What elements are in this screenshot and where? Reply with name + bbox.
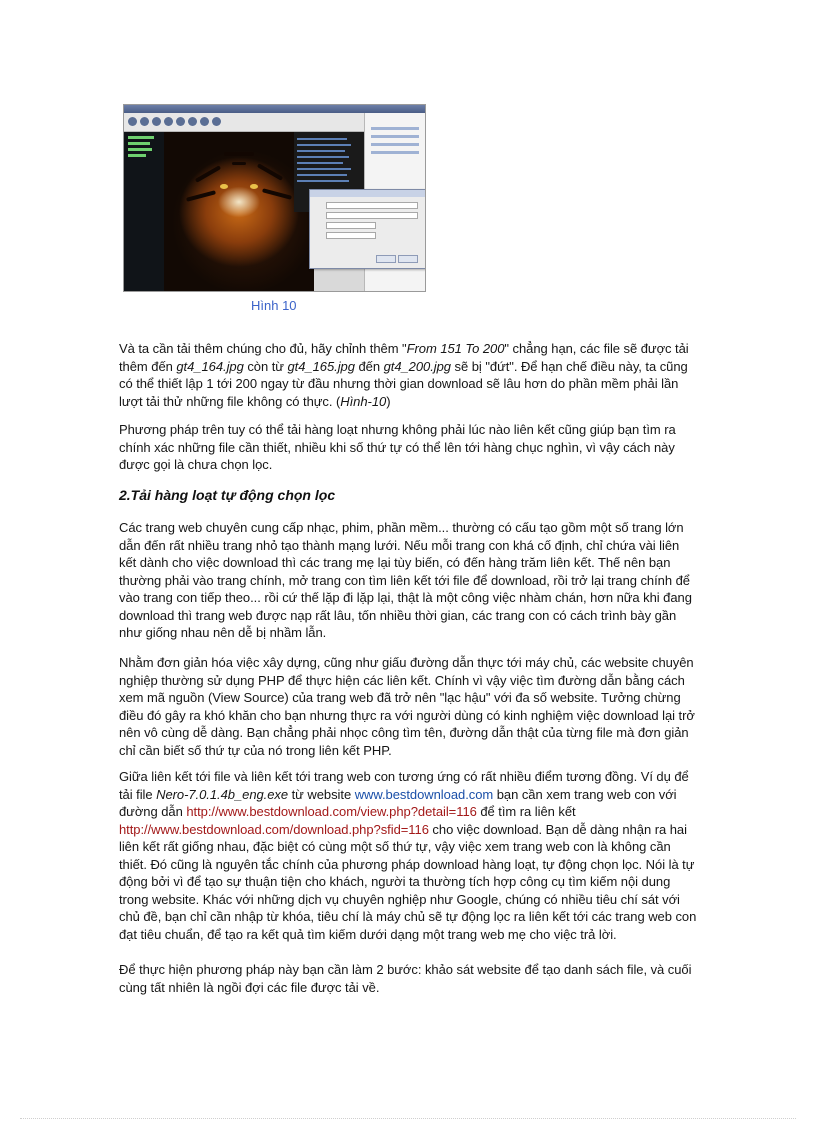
paragraph-5: Giữa liên kết tới file và liên kết tới trang web con tương ứng có rất nhiều điểm tương đồng. Ví dụ để tải file Nero-7.0.1.4b_eng.exe từ website www.bestdownload.com bạn cần xem trang web con với đường dẫn http://www.bestdownload.com/view.php?detail=116 để tìm ra liên kết http://www.bestdownload.com/download.php?sfid=116 cho việc download. Bạn dễ dàng nhận ra hai liên kết rất giống nhau, đặc biệt có cùng một số thứ tự, vậy việc xem trang web con là không cần thiết. Đó cũng là nguyên tắc chính của phương pháp download hàng loạt, tự động chọn lọc. Nói là tự động bởi vì để tạo sự thuận tiện cho khách, người ta thường tích hợp công cụ tìm kiếm nội dung trong website. Khác với những dịch vụ chuyên nghiệp như Google, chúng có nhiều tiêu chí sát với chủ đề, bạn chỉ cần nhập từ khóa, tiêu chí là máy chủ sẽ tự động lọc ra liên kết tới các trang web con đạt tiêu chuẩn, để tạo ra kết quả tìm kiếm dưới dạng một trang web mẹ cho việc trả lời. <box>119 769 697 942</box>
website-link[interactable]: www.bestdownload.com <box>354 786 494 802</box>
toolbar-icon <box>200 117 209 126</box>
figure-batch-dialog <box>309 189 426 269</box>
page-bottom-divider <box>20 1118 796 1119</box>
paragraph-2: Phương pháp trên tuy có thể tải hàng loạt nhưng không phải lúc nào liên kết cũng giúp bạn tìm ra chính xác những file cần thiết, nhiều khi số thứ tự có thể lên tới hàng chục nghìn, vì vậy cách này được gọi là chưa chọn lọc. <box>119 422 676 472</box>
paragraph-1: Và ta cần tải thêm chúng cho đủ, hãy chỉnh thêm "From 151 To 200" chẳng hạn, các file sẽ được tải thêm đến gt4_164.jpg còn từ gt4_165.jpg đến gt4_200.jpg sẽ bị "đứt". Để hạn chế điều này, ta cũng có thể thiết lập 1 tới 200 ngay từ đầu nhưng thời gian download sẽ lâu hơn do phần mềm phải lần lượt tải thử những file không có thực. (Hình-10) <box>119 341 689 409</box>
section-heading: 2.Tải hàng loạt tự động chọn lọc <box>119 487 336 503</box>
view-page-link[interactable]: http://www.bestdownload.com/view.php?detail=116 <box>186 804 477 819</box>
figure-caption: Hình 10 <box>251 298 297 313</box>
toolbar-icon <box>152 117 161 126</box>
toolbar-icon <box>212 117 221 126</box>
toolbar-icon <box>140 117 149 126</box>
toolbar-icon <box>176 117 185 126</box>
download-link[interactable]: http://www.bestdownload.com/download.php?sfid=116 <box>119 821 429 837</box>
figure-folder-tree <box>124 132 164 291</box>
toolbar-icon <box>188 117 197 126</box>
figure-toolbar <box>124 113 365 132</box>
figure-titlebar <box>124 105 425 113</box>
tiger-photo <box>164 132 314 291</box>
tiger-eye <box>250 184 258 189</box>
toolbar-icon <box>128 117 137 126</box>
dialog-ok-button <box>376 255 396 263</box>
paragraph-4: Nhằm đơn giản hóa việc xây dựng, cũng như giấu đường dẫn thực tới máy chủ, các website chuyên nghiệp thường sử dụng PHP để thực hiện các liên kết. Chính vì vậy việc tìm đường dẫn bằng cách xem mã nguồn (View Source) của trang web đã trở nên "lạc hậu" với đa số website. Tưởng chừng điều đó gây ra khó khăn cho bạn nhưng thực ra với người dùng có kinh nghiệm việc download lại trở nên vô cùng dễ dàng. Bạn chẳng phải nhọc công tìm tên, đường dẫn thật của từng file mà đơn giản chỉ cần biết số thứ tự của nó trong liên kết PHP. <box>119 655 695 758</box>
dialog-cancel-button <box>398 255 418 263</box>
paragraph-6: Để thực hiện phương pháp này bạn cần làm 2 bước: khảo sát website để tạo danh sách file, và cuối cùng tất nhiên là ngồi đợi các file được tải về. <box>119 962 692 995</box>
figure-screenshot <box>123 104 426 292</box>
tiger-eye <box>220 184 228 189</box>
paragraph-3: Các trang web chuyên cung cấp nhạc, phim, phần mềm... thường có cấu tạo gồm một số trang lớn dẫn đến rất nhiều trang nhỏ tạo thành mạng lưới. Nếu mỗi trang con khá cố định, chỉ chứa vài liên kết dành cho việc download thì các trang mẹ lại tùy biến, có đến hàng trăm liên kết. Thế nên bạn thường phải vào trang chính, mở trang con tìm liên kết tới file để download, rồi trở lại trang chính để vào trang con tiếp theo... rồi cứ thế lặp đi lặp lại, thật là một công việc nhàm chán, hơn nữa khi đang download thì trang web được nạp rất lâu, tốn nhiều thời gian, các trang con có cách trình bày gần như giống nhau nên dễ bị nhầm lẫn. <box>119 520 692 640</box>
toolbar-icon <box>164 117 173 126</box>
